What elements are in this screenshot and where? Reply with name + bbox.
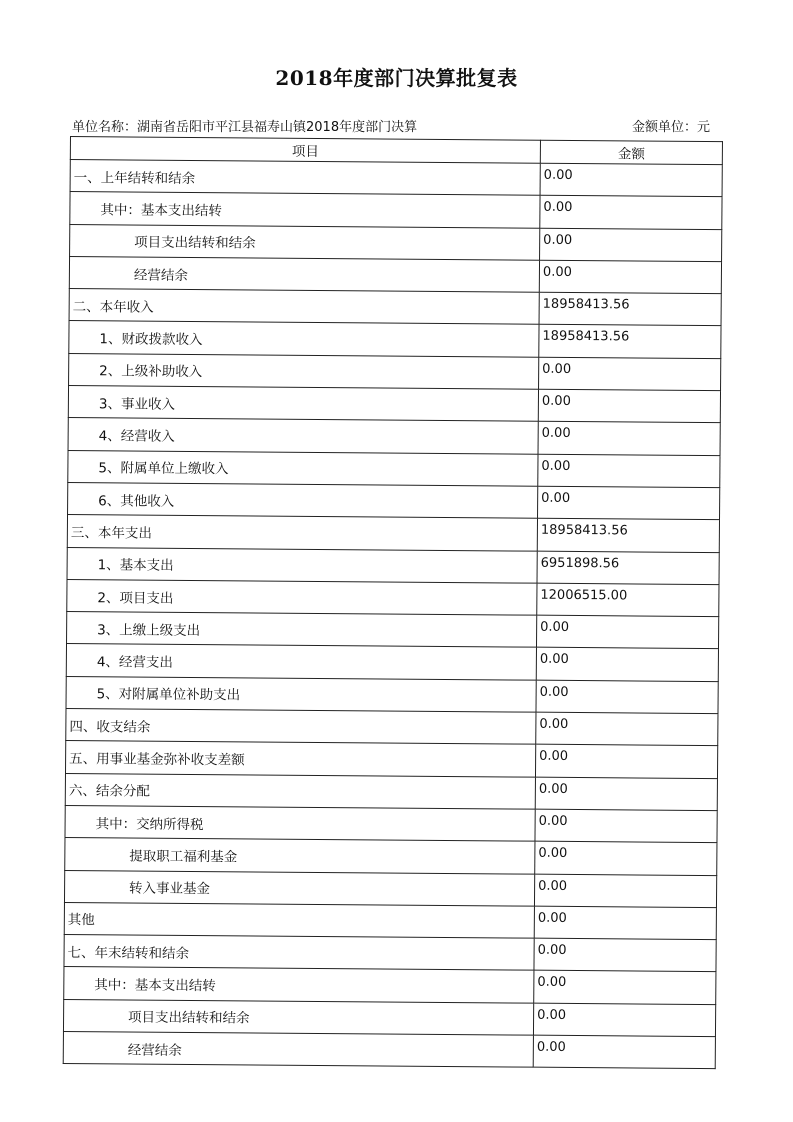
row-label: 经营结余: [63, 1031, 533, 1067]
table-row: [66, 644, 718, 681]
row-label: 6、其他收入: [68, 482, 538, 518]
row-amount: 0.00: [539, 260, 721, 294]
row-amount: 0.00: [536, 648, 718, 682]
table-row: [70, 192, 722, 229]
table-row: [63, 999, 715, 1036]
table-row: [68, 450, 720, 487]
row-amount: 18958413.56: [537, 518, 719, 552]
unit-name: 单位名称：湖南省岳阳市平江县福寿山镇2018年度部门决算: [72, 120, 418, 135]
row-label: 四、收支结余: [66, 709, 536, 745]
row-label: 五、用事业基金弥补收支差额: [65, 741, 535, 777]
approval-table-wrapper: [63, 136, 722, 1069]
table-row: [65, 741, 717, 778]
row-label: 其中：交纳所得税: [65, 805, 535, 841]
row-label: 转入事业基金: [64, 870, 534, 906]
row-label: 六、结余分配: [65, 773, 535, 809]
table-row: [68, 418, 720, 455]
table-row: [64, 935, 716, 972]
table-row: [64, 870, 716, 907]
row-label: 1、基本支出: [67, 547, 537, 583]
row-amount: 0.00: [540, 195, 722, 229]
row-label: 三、本年支出: [67, 515, 537, 551]
row-label: 一、上年结转和结余: [70, 160, 540, 196]
row-amount: 0.00: [539, 357, 721, 391]
row-label: 提取职工福利基金: [65, 838, 535, 874]
row-label: 2、项目支出: [67, 579, 537, 615]
row-amount: 0.00: [536, 615, 718, 649]
row-amount: 18958413.56: [539, 292, 721, 326]
row-amount: 0.00: [535, 777, 717, 811]
table-row: [65, 805, 717, 842]
row-amount: 6951898.56: [537, 551, 719, 585]
table-row: [66, 676, 718, 713]
row-label: 其他: [64, 902, 534, 938]
row-label: 1、财政拨款收入: [69, 321, 539, 357]
row-label: 项目支出结转和结余: [63, 999, 533, 1035]
row-amount: 0.00: [534, 938, 716, 972]
table-row: [65, 838, 717, 875]
row-label: 3、事业收入: [68, 386, 538, 422]
table-row: [69, 289, 721, 326]
row-label: 4、经营收入: [68, 418, 538, 454]
row-label: 项目支出结转和结余: [70, 224, 540, 260]
table-row: [66, 709, 718, 746]
row-amount: 0.00: [538, 454, 720, 488]
row-label: 二、本年收入: [69, 289, 539, 325]
row-label: 其中：基本支出结转: [64, 967, 534, 1003]
table-body: [63, 160, 722, 1069]
approval-table: [63, 136, 723, 1069]
row-amount: 0.00: [536, 680, 718, 714]
table-row: [69, 256, 721, 293]
row-label: 七、年末结转和结余: [64, 935, 534, 971]
table-row: [67, 515, 719, 552]
row-amount: 0.00: [535, 809, 717, 843]
row-label: 其中：基本支出结转: [70, 192, 540, 228]
table-row: [64, 902, 716, 939]
row-amount: 0.00: [535, 841, 717, 875]
table-row: [70, 224, 722, 261]
header-item: 项目: [70, 137, 540, 164]
page-title: 2018年度部门决算批复表: [275, 66, 518, 90]
row-label: 3、上缴上级支出: [67, 612, 537, 648]
row-label: 经营结余: [69, 256, 539, 292]
table-row: [68, 386, 720, 423]
row-amount: 0.00: [538, 422, 720, 456]
table-row: [69, 353, 721, 390]
table-row: [67, 547, 719, 584]
row-label: 5、附属单位上缴收入: [68, 450, 538, 486]
row-amount: 0.00: [535, 745, 717, 779]
table-row: [65, 773, 717, 810]
table-row: [63, 1031, 715, 1068]
table-row: [69, 321, 721, 358]
row-label: 4、经营支出: [66, 644, 536, 680]
row-amount: 0.00: [540, 228, 722, 262]
row-amount: 0.00: [538, 389, 720, 423]
row-amount: 0.00: [534, 906, 716, 940]
table-row: [64, 967, 716, 1004]
row-label: 5、对附属单位补助支出: [66, 676, 536, 712]
row-amount: 12006515.00: [537, 583, 719, 617]
header-amount: 金额: [540, 140, 722, 164]
row-amount: 0.00: [536, 712, 718, 746]
row-amount: 0.00: [534, 971, 716, 1005]
table-row: [67, 579, 719, 616]
row-amount: 0.00: [534, 874, 716, 908]
row-amount: 0.00: [540, 163, 722, 197]
row-amount: 0.00: [533, 1035, 715, 1069]
row-amount: 0.00: [538, 486, 720, 520]
row-label: 2、上级补助收入: [69, 353, 539, 389]
table-row: [70, 160, 722, 197]
row-amount: 18958413.56: [539, 325, 721, 359]
currency-unit: 金额单位：元: [632, 120, 711, 135]
table-row: [67, 612, 719, 649]
row-amount: 0.00: [533, 1003, 715, 1037]
table-row: [68, 482, 720, 519]
